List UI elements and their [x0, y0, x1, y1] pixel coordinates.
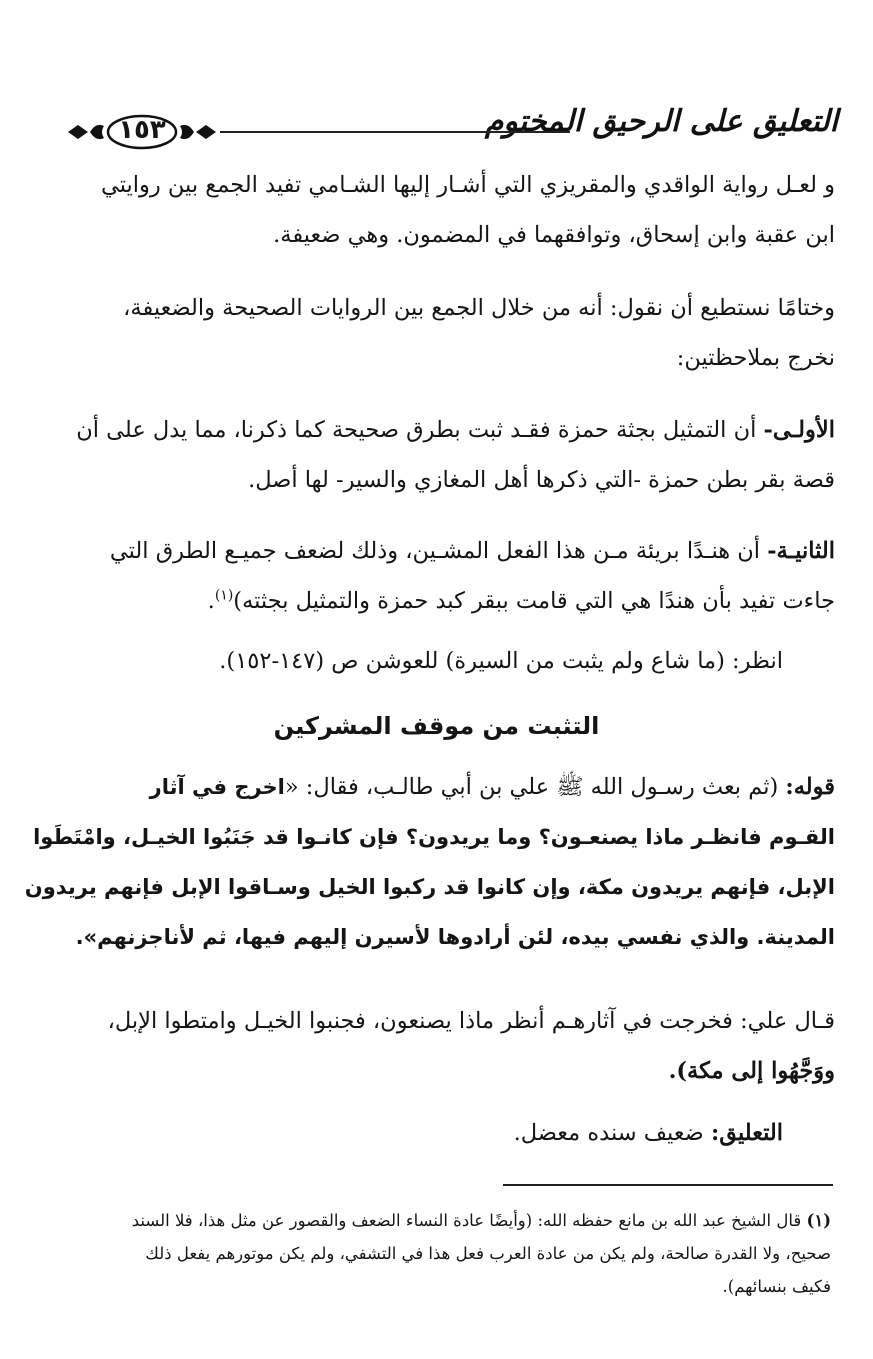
paragraph-end: . — [207, 588, 215, 614]
paragraph-text: جاءت تفيد بأن هندًا هي التي قامت ببقر كبد حمزة والتمثيل بجثته) — [233, 588, 835, 614]
paragraph-line: قـال علي: فخرجت في آثارهـم أنظر ماذا يصنعون، فجنبوا الخيـل وامتطوا الإبل، — [107, 1008, 835, 1034]
comment-text: ضعيف سنده معضل. — [513, 1120, 711, 1146]
comment-lead: التعليق: — [710, 1120, 783, 1146]
paragraph-3 — [64, 405, 835, 505]
quote-lead: قوله: — [785, 774, 835, 800]
footnote-line — [68, 1204, 831, 1237]
ali-report — [64, 996, 835, 1096]
footnote-line: صحيح، ولا القدرة صالحة، ولم يكن من عادة العرب فعل هذا في التشفي، ولم يكن موتورهم يفعل ذلك — [145, 1244, 831, 1263]
comment-line — [514, 1108, 783, 1158]
comment — [514, 1108, 783, 1158]
paragraph-line — [64, 526, 835, 576]
page-number-badge — [66, 112, 218, 152]
paragraph-line: وختامًا نستطيع أن نقول: أنه من خلال الجمع بين الروايات الصحيحة والضعيفة، — [123, 295, 835, 321]
quote-line — [64, 762, 835, 812]
header-rule — [220, 131, 570, 133]
paragraph-line: انظر: (ما شاع ولم يثبت من السيرة) للعوشن ص (١٤٧-١٥٢). — [219, 648, 783, 674]
footnote-rule — [503, 1184, 833, 1186]
running-header — [60, 98, 838, 164]
paragraph-line — [64, 576, 835, 626]
quote-block — [24, 762, 835, 962]
paragraph-1 — [64, 160, 835, 260]
page-number: ١٥٣ — [118, 115, 166, 145]
book-title: التعليق على الرحيق المختوم — [484, 104, 838, 139]
footnote-line: فكيف بنسائهم). — [722, 1277, 831, 1296]
paragraph-lead: الأولـى- — [763, 417, 835, 443]
paragraph-line: و لعـل رواية الواقدي والمقريزي التي أشـار إليها الشـامي تفيد الجمع بين روايتي — [100, 172, 835, 198]
paragraph-line — [64, 405, 835, 455]
paragraph-line: نخرج بملاحظتين: — [676, 345, 835, 371]
footnote-number: (١) — [806, 1211, 831, 1230]
paragraph-text: أن التمثيل بجثة حمزة فقـد ثبت بطرق صحيحة كما ذكرنا، مما يدل على أن — [76, 417, 764, 443]
quote-text: اخرج في آثار — [149, 775, 285, 799]
quote-intro: (ثم بعث رسـول الله ﷺ علي بن أبي طالـب، فقال: « — [284, 774, 786, 800]
quote-line: القـوم فانظـر ماذا يصنعـون؟ وما يريدون؟ فإن كانـوا قد جَنَبُوا الخيـل، وامْتَطَوا — [33, 825, 835, 849]
paragraph-2 — [64, 283, 835, 383]
quote-line: الإبل، فإنهم يريدون مكة، وإن كانوا قد ركبوا الخيل وسـاقوا الإبل فإنهم يريدون — [24, 875, 835, 899]
paragraph-lead: الثانيـة- — [767, 538, 835, 564]
footnote — [68, 1204, 831, 1303]
footnote-reference[interactable]: (١) — [214, 587, 234, 604]
paragraph-text: أن هنـدًا بريئة مـن هذا الفعل المشـين، وذلك لضعف جميـع الطرق التي — [109, 538, 768, 564]
paragraph-line: ووَجَّهُوا إلى مكة). — [668, 1058, 835, 1084]
paragraph-line: قصة بقر بطن حمزة -التي ذكرها أهل المغازي والسير- لها أصل. — [248, 467, 835, 493]
paragraph-line: ابن عقبة وابن إسحاق، وتوافقهما في المضمون. وهي ضعيفة. — [273, 222, 835, 248]
paragraph-4 — [64, 526, 835, 626]
footnote-text: قال الشيخ عبد الله بن مانع حفظه الله: (وأيضًا عادة النساء الضعف والقصور عن مثل هذا، فلا السند — [131, 1211, 807, 1230]
section-heading: التثبت من موقف المشركين — [273, 712, 600, 740]
paragraph-5 — [219, 636, 783, 686]
quote-line: المدينة. والذي نفسي بيده، لئن أرادوها لأسيرن إليهم فيها، ثم لأناجزنهم». — [75, 925, 835, 949]
